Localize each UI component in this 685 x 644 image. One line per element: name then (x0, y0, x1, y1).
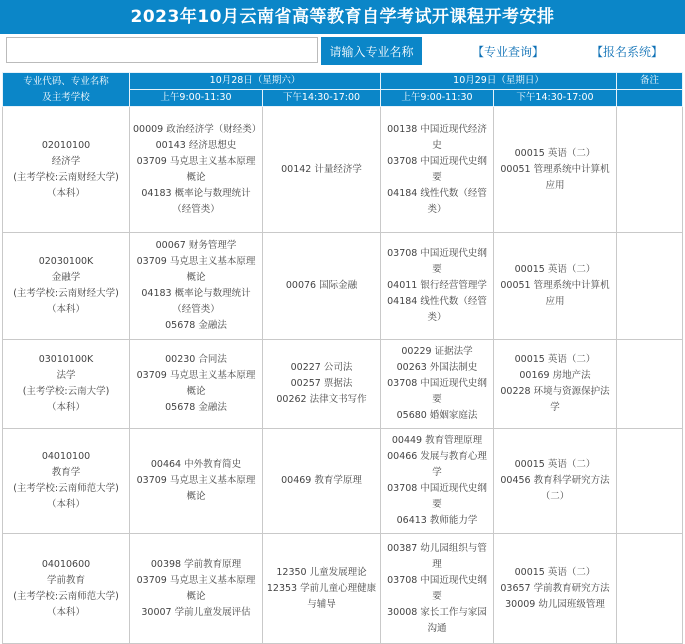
major-cell (3, 429, 130, 534)
course-entry: 00466 发展与教育心理学 (387, 451, 487, 478)
course-cell-sun-am (381, 534, 494, 644)
course-entry: 00138 中国近现代经济史 (387, 123, 487, 151)
remark-cell (617, 340, 683, 429)
course-entry: 00229 证据法学 (401, 346, 473, 357)
header-sun-pm: 下午14:30-17:00 (494, 90, 617, 107)
table-row (3, 233, 683, 340)
course-cell-sat-pm (263, 233, 381, 340)
header-remark: 备注 (617, 73, 683, 90)
major-name: 法学 (56, 370, 76, 381)
course-entry: 03657 学前教育研究方法 (500, 582, 610, 594)
course-entry: 00449 教育管理原理 (391, 435, 483, 446)
registration-system-link[interactable]: 【报名系统】 (591, 45, 664, 59)
course-entry: 00142 计量经济学 (281, 163, 362, 175)
major-level: （本科） (46, 499, 85, 510)
course-entry: 30008 家长工作与家园沟通 (387, 606, 487, 634)
course-entry: 04011 银行经营管理学 (387, 280, 487, 291)
course-entry: 03708 中国近现代史纲要 (387, 155, 487, 183)
course-entry: 00015 英语（二） (514, 147, 596, 159)
header-sat-pm: 下午14:30-17:00 (263, 90, 381, 107)
course-cell-sun-pm (494, 233, 617, 340)
major-name: 金融学 (51, 272, 81, 283)
course-entry: 30009 幼儿园班级管理 (505, 598, 605, 610)
header-sat-am: 上午9:00-11:30 (130, 90, 263, 107)
header-major-line2: 及主考学校 (42, 91, 90, 103)
course-entry: 04183 概率论与数理统计（经管类） (141, 288, 251, 315)
course-cell-sun-pm (494, 534, 617, 644)
course-entry: 00262 法律文书写作 (276, 394, 367, 405)
major-code: 02030100K (38, 256, 94, 267)
course-entry: 00257 票据法 (290, 378, 353, 389)
course-entry: 00015 英语（二） (514, 459, 596, 470)
header-major-line1: 专业代码、专业名称 (23, 75, 109, 87)
course-entry: 12353 学前儿童心理健康与辅导 (266, 582, 377, 610)
major-level: （本科） (46, 187, 85, 199)
course-entry: 05678 金融法 (165, 402, 227, 413)
search-button[interactable]: 请输入专业名称 (321, 37, 422, 65)
table-row (3, 340, 683, 429)
major-school: (主考学校:云南师范大学) (13, 590, 119, 602)
remark-cell (617, 107, 683, 233)
header-day2: 10月29日（星期日） (381, 73, 617, 90)
course-entry: 03708 中国近现代史纲要 (387, 483, 487, 510)
schedule-body (3, 107, 683, 644)
table-row (3, 429, 683, 534)
major-school: (主考学校:云南师范大学) (13, 483, 119, 494)
course-entry: 00015 英语（二） (514, 264, 596, 275)
course-entry: 03709 马克思主义基本原理概论 (136, 256, 256, 283)
course-entry: 30007 学前儿童发展评估 (141, 606, 251, 618)
course-entry: 04184 线性代数（经管类） (387, 187, 487, 215)
page-title: 2023年10月云南省高等教育自学考试开课程开考安排 (0, 0, 685, 34)
course-cell-sat-pm (263, 429, 381, 534)
major-name: 学前教育 (46, 574, 85, 586)
course-cell-sun-am (381, 429, 494, 534)
major-level: （本科） (46, 606, 85, 618)
course-cell-sat-pm (263, 107, 381, 233)
course-entry: 03709 马克思主义基本原理概论 (136, 574, 256, 602)
course-entry: 03708 中国近现代史纲要 (387, 378, 487, 405)
course-cell-sun-am (381, 340, 494, 429)
major-level: （本科） (46, 402, 85, 413)
course-cell-sat-pm (263, 534, 381, 644)
course-cell-sat-am (130, 429, 263, 534)
search-bar (0, 34, 685, 68)
course-cell-sat-am (130, 233, 263, 340)
table-row (3, 534, 683, 644)
course-cell-sun-am (381, 233, 494, 340)
table-row (3, 107, 683, 233)
course-entry: 06413 教师能力学 (396, 515, 478, 526)
course-entry: 00456 教育科学研究方法（二） (500, 475, 610, 502)
major-code: 04010600 (41, 558, 91, 570)
major-code: 03010100K (38, 354, 94, 365)
course-entry: 03709 马克思主义基本原理概论 (136, 475, 256, 502)
course-cell-sun-pm (494, 107, 617, 233)
schedule-table (2, 72, 683, 644)
major-name: 经济学 (51, 155, 81, 167)
course-entry: 12350 儿童发展理论 (276, 566, 367, 578)
header-sun-am: 上午9:00-11:30 (381, 90, 494, 107)
major-level: （本科） (46, 304, 85, 315)
search-input[interactable] (6, 37, 318, 63)
major-school: (主考学校:云南财经大学) (13, 288, 119, 299)
major-code: 02010100 (41, 139, 91, 151)
major-school: (主考学校:云南财经大学) (13, 171, 119, 183)
remark-cell (617, 233, 683, 340)
course-entry: 00464 中外教育简史 (150, 459, 242, 470)
header-day1: 10月28日（星期六） (130, 73, 381, 90)
course-entry: 00469 教育学原理 (281, 475, 362, 486)
course-entry: 00009 政治经济学（财经类） (133, 123, 262, 135)
course-entry: 00228 环境与资源保护法学 (500, 386, 610, 413)
course-entry: 00051 管理系统中计算机应用 (500, 280, 610, 307)
major-cell (3, 107, 130, 233)
course-cell-sun-am (381, 107, 494, 233)
major-cell (3, 534, 130, 644)
course-entry: 00143 经济思想史 (155, 139, 237, 151)
course-entry: 00015 英语（二） (514, 566, 596, 578)
course-cell-sun-pm (494, 429, 617, 534)
major-code: 04010100 (41, 451, 91, 462)
major-cell (3, 340, 130, 429)
course-entry: 04183 概率论与数理统计（经管类） (141, 187, 251, 215)
course-entry: 00169 房地产法 (519, 370, 591, 381)
major-name: 教育学 (51, 467, 81, 478)
course-cell-sat-am (130, 107, 263, 233)
course-entry: 00230 合同法 (165, 354, 227, 365)
course-entry: 00015 英语（二） (514, 354, 596, 365)
course-entry: 04184 线性代数（经管类） (387, 296, 487, 323)
course-entry: 00067 财务管理学 (155, 240, 237, 251)
course-cell-sat-am (130, 340, 263, 429)
course-entry: 05678 金融法 (165, 320, 227, 331)
course-cell-sun-pm (494, 340, 617, 429)
remark-cell (617, 429, 683, 534)
major-cell (3, 233, 130, 340)
course-entry: 00076 国际金融 (285, 280, 358, 291)
course-entry: 03709 马克思主义基本原理概论 (136, 370, 256, 397)
course-entry: 03708 中国近现代史纲要 (387, 574, 487, 602)
course-entry: 03709 马克思主义基本原理概论 (136, 155, 256, 183)
course-cell-sat-pm (263, 340, 381, 429)
course-entry: 00263 外国法制史 (396, 362, 478, 373)
course-cell-sat-am (130, 534, 263, 644)
major-school: (主考学校:云南大学) (22, 386, 110, 397)
course-entry: 00398 学前教育原理 (150, 558, 242, 570)
header-remark-sub (617, 90, 683, 107)
course-entry: 00051 管理系统中计算机应用 (500, 163, 610, 191)
major-query-link[interactable]: 【专业查询】 (472, 45, 545, 59)
remark-cell (617, 534, 683, 644)
course-entry: 05680 婚姻家庭法 (396, 410, 478, 421)
header-major (3, 73, 130, 107)
course-entry: 00227 公司法 (290, 362, 353, 373)
course-entry: 03708 中国近现代史纲要 (387, 248, 487, 275)
course-entry: 00387 幼儿园组织与管理 (387, 542, 487, 570)
